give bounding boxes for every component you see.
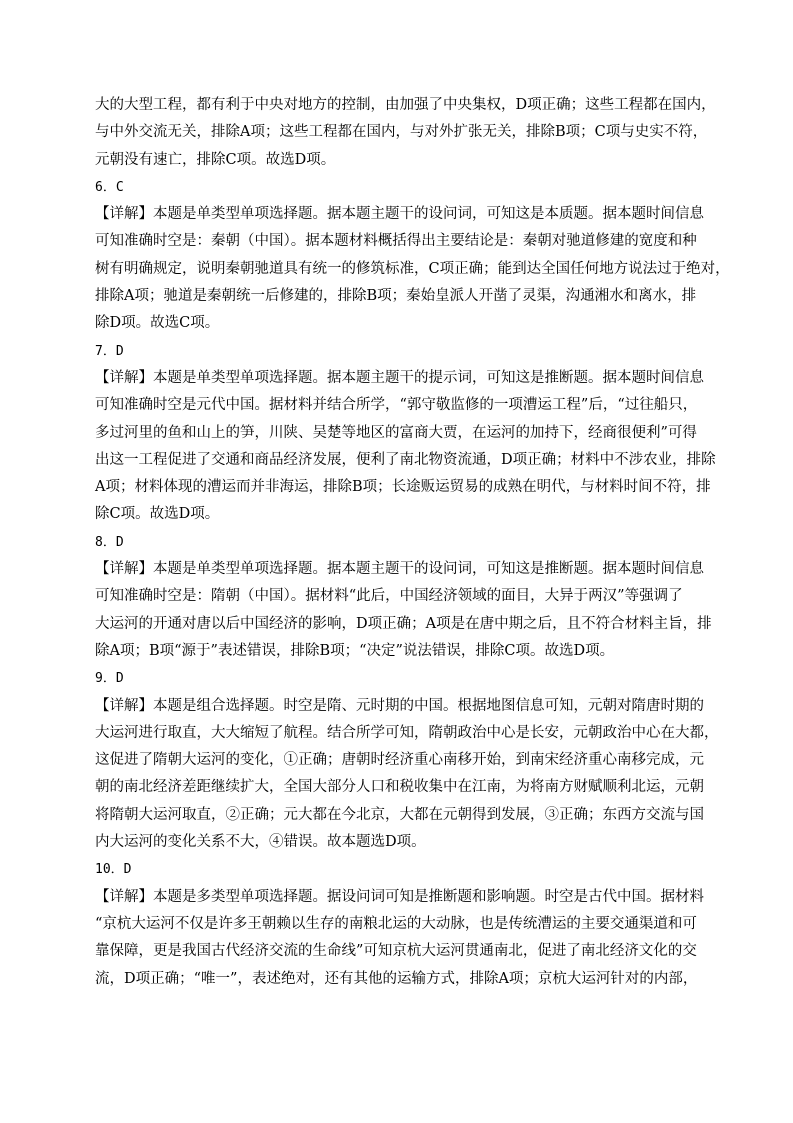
question-number: 9．D: [95, 671, 124, 687]
text-line: 大运河的开通对唐以后中国经济的影响，D项正确；A项是在唐中期之后，且不符合材料主旨，排: [95, 615, 712, 632]
text-line: 除D项。故选C项。: [95, 315, 220, 332]
text-line: 【详解】本题是单类型单项选择题。据本题主题干的提示词，可知这是推断题。据本题时间信息: [95, 369, 704, 386]
question-number: 8．D: [95, 534, 124, 550]
text-line: A项；材料体现的漕运而并非海运，排除B项；长途贩运贸易的成熟在明代，与材料时间不符，排: [95, 479, 711, 496]
text-line: 可知准确时空是：秦朝（中国）。据本题材料概括得出主要结论是：秦朝对驰道修建的宽度和种: [95, 233, 697, 250]
text-line: 可知准确时空是元代中国。据材料并结合所学，“郭守敬监修的一项漕运工程”后，“过往船只，: [95, 397, 698, 414]
text-line: 内大运河的变化关系不大，④错误。故本题选D项。: [95, 834, 426, 851]
text-line: 树有明确规定，说明秦朝驰道具有统一的修筑标准，C项正确；能到达全国任何地方说法过于绝对，: [95, 260, 730, 277]
text-line: 元朝没有速亡，排除C项。故选D项。: [95, 151, 336, 168]
text-line: 【详解】本题是单类型单项选择题。据本题主题干的设问词，可知这是本质题。据本题时间信息: [95, 206, 704, 223]
text-line: 流，D项正确；“唯一”，表述绝对，还有其他的运输方式，排除A项；京杭大运河针对的内部，: [95, 970, 698, 987]
question-number: 7．D: [95, 343, 124, 359]
text-line: 【详解】本题是组合选择题。时空是隋、元时期的中国。根据地图信息可知，元朝对隋唐时期的: [95, 697, 704, 714]
text-line: 【详解】本题是单类型单项选择题。据本题主题干的设问词，可知这是推断题。据本题时间信息: [95, 561, 704, 578]
question-number: 10．D: [95, 862, 132, 878]
text-line: 出这一工程促进了交通和商品经济发展，便利了南北物资流通，D项正确；材料中不涉农业，排除: [95, 451, 716, 468]
text-line: 将隋朝大运河取直，②正确；元大都在今北京，大都在元朝得到发展，③正确；东西方交流与国: [95, 806, 704, 823]
text-line: 多过河里的鱼和山上的笋，川陕、吴楚等地区的富商大贾，在运河的加持下，经商很便利”可得: [95, 424, 697, 441]
text-line: 除C项。故选D项。: [95, 506, 220, 523]
text-line: 大运河进行取直，大大缩短了航程。结合所学可知，隋朝政治中心是长安，元朝政治中心在大都，: [95, 724, 719, 741]
text-line: 这促进了隋朝大运河的变化，①正确；唐朝时经济重心南移开始，到南宋经济重心南移完成，元: [95, 752, 704, 769]
text-line: 【详解】本题是多类型单项选择题。据设问词可知是推断题和影响题。时空是古代中国。据材料: [95, 888, 704, 905]
question-number: 6．C: [95, 179, 124, 195]
text-line: 可知准确时空是：隋朝（中国）。据材料“此后，中国经济领域的面目，大异于两汉”等强调了: [95, 588, 683, 605]
text-line: 除A项；B项“源于”表述错误，排除B项；“决定”说法错误，排除C项。故选D项。: [95, 642, 615, 659]
text-line: 大的大型工程，都有利于中央对地方的控制，由加强了中央集权，D项正确；这些工程都在国内，: [95, 97, 716, 113]
text-line: 排除A项；驰道是秦朝统一后修建的，排除B项；秦始皇派人开凿了灵渠，沟通湘水和离水，排: [95, 288, 697, 305]
text-line: 与中外交流无关，排除A项；这些工程都在国内，与对外扩张无关，排除B项；C项与史实不符，: [95, 124, 708, 141]
text-line: 朝的南北经济差距继续扩大，全国大部分人口和税收集中在江南，为将南方财赋顺利北运，元朝: [95, 779, 704, 796]
answer-explanations: [95, 92, 730, 993]
text-line: “京杭大运河不仅是许多王朝赖以生存的南粮北运的大动脉，也是传统漕运的主要交通渠道和可: [95, 915, 697, 932]
text-line: 靠保障，更是我国古代经济交流的生命线”可知京杭大运河贯通南北，促进了南北经济文化的交: [95, 943, 697, 960]
